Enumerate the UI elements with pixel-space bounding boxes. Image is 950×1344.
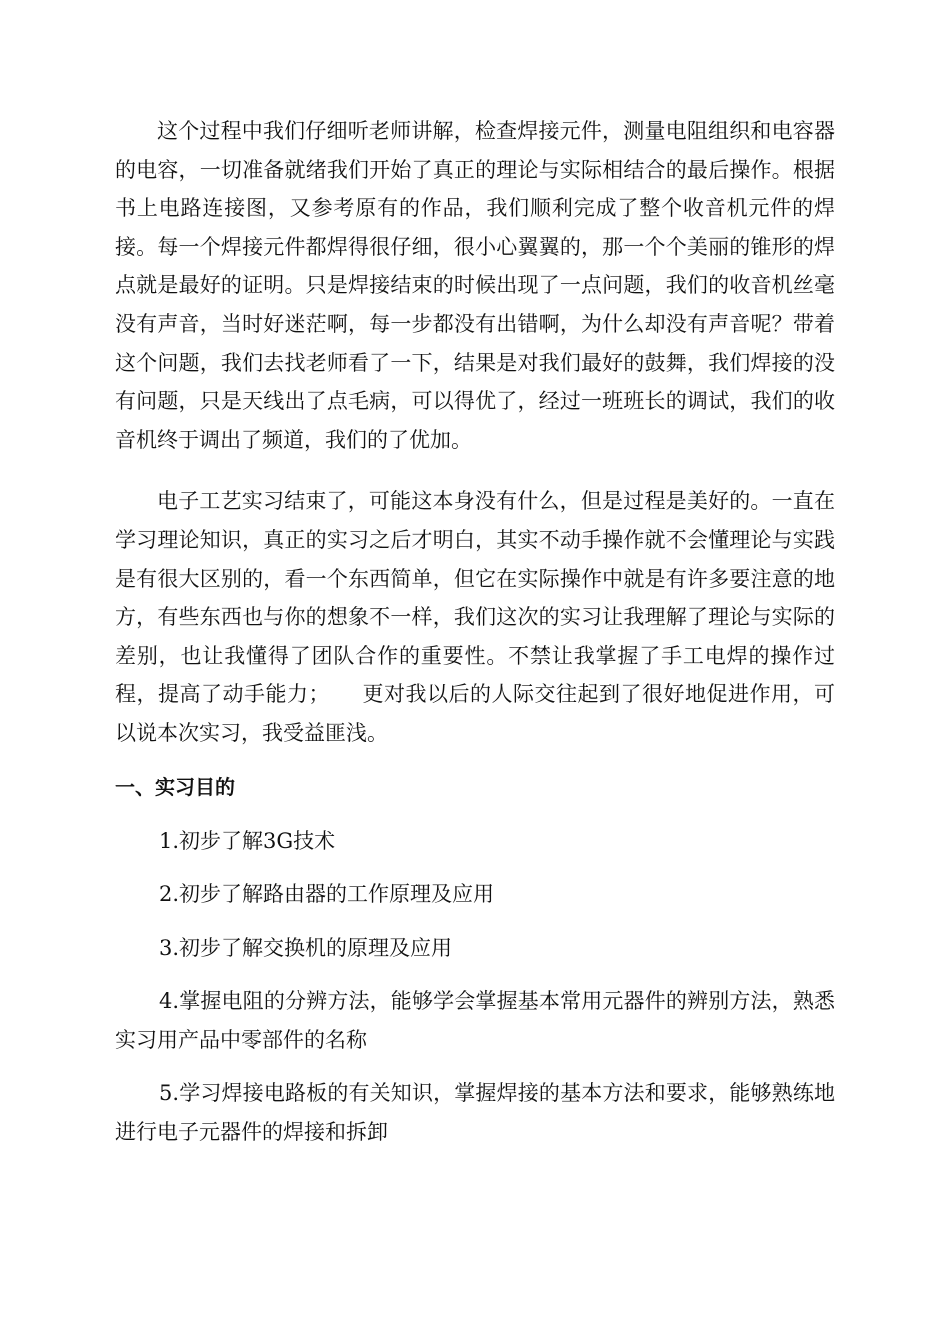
objective-item: 5.学习焊接电路板的有关知识，掌握焊接的基本方法和要求，能够熟练地进行电子元器件的焊接和拆卸 (115, 1081, 835, 1145)
objective-item: 2.初步了解路由器的工作原理及应用 (159, 882, 495, 907)
paragraph-soldering-process: 这个过程中我们仔细听老师讲解，检查焊接元件，测量电阻组织和电容器的电容，一切准备就绪我们开始了真正的理论与实际相结合的最后操作。根据书上电路连接图，又参考原有的作品，我们顺利完成了整个收音机元件的焊接。每一个焊接元件都焊得很仔细，很小心翼翼的，那一个个美丽的锥形的焊点就是最好的证明。只是焊接结束的时候出现了一点问题，我们的收音机丝毫没有声音，当时好迷茫啊，每一步都没有出错啊，为什么却没有声音呢？带着这个问题，我们去找老师看了一下，结果是对我们最好的鼓舞，我们焊接的没有问题，只是天线出了点毛病，可以得优了，经过一班班长的调试，我们的收音机终于调出了频道，我们的了优加。 (115, 119, 835, 452)
objective-item: 4.掌握电阻的分辨方法，能够学会掌握基本常用元器件的辨别方法，熟悉实习用产品中零部件的名称 (115, 989, 835, 1052)
objective-item: 3.初步了解交换机的原理及应用 (159, 935, 453, 960)
section-heading-objectives: 一、实习目的 (115, 774, 235, 799)
objectives-list (115, 822, 835, 1152)
document-page (115, 112, 835, 1152)
objective-item: 1.初步了解3G技术 (159, 828, 336, 853)
paragraph-internship-summary: 电子工艺实习结束了，可能这本身没有什么，但是过程是美好的。一直在学习理论知识，真正的实习之后才明白，其实不动手操作就不会懂理论与实践是有很大区别的，看一个东西简单，但它在实际操作中就是有许多要注意的地方，有些东西也与你的想象不一样，我们这次的实习让我理解了理论与实际的差别，也让我懂得了团队合作的重要性。不禁让我掌握了手工电焊的操作过程，提高了动手能力； 更对我以后的人际交往起到了很好地促进作用，可以说本次实习，我受益匪浅。 (115, 489, 835, 745)
